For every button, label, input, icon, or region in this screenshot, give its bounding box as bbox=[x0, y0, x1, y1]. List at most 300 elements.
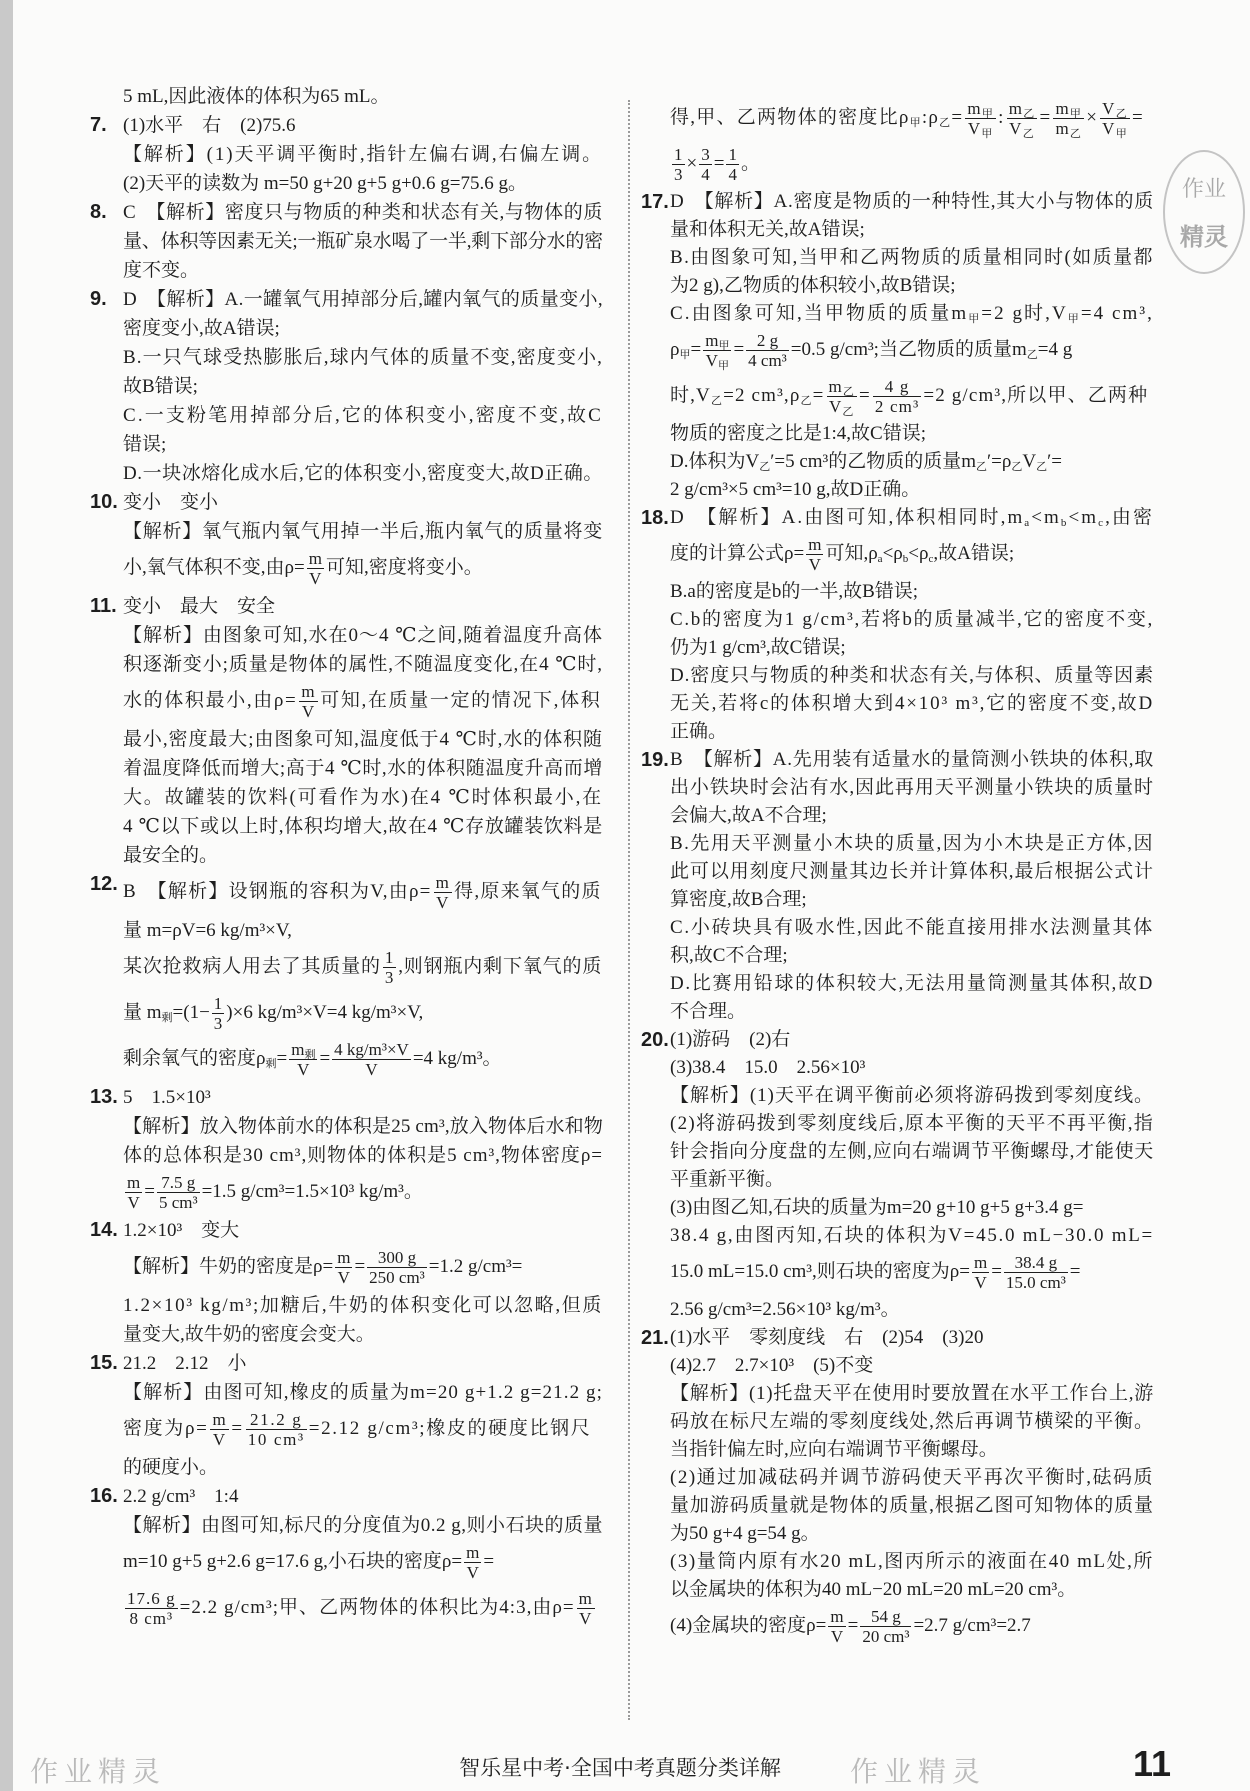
fraction bbox=[246, 1410, 307, 1450]
text-line bbox=[123, 430, 603, 459]
text-line bbox=[123, 679, 603, 725]
fraction bbox=[972, 1253, 989, 1293]
text-line bbox=[670, 1222, 1154, 1250]
fraction-numerator bbox=[299, 682, 318, 702]
fraction-numerator bbox=[672, 145, 685, 165]
text-run: 5 mL,因此液体的体积为65 mL。 bbox=[123, 86, 390, 107]
text-run: = bbox=[951, 107, 964, 129]
text-run: 变小 变小 bbox=[123, 492, 219, 513]
line-content bbox=[123, 920, 292, 941]
text-line bbox=[670, 942, 1154, 970]
fraction bbox=[806, 535, 823, 575]
text-line bbox=[670, 476, 1154, 504]
text-run: 量 m bbox=[123, 1002, 162, 1024]
fraction-denominator bbox=[210, 1430, 229, 1450]
text-run: 度不变。 bbox=[123, 260, 200, 281]
line-content bbox=[670, 1141, 1154, 1162]
text-line bbox=[123, 841, 603, 870]
fraction-denominator bbox=[1004, 1273, 1068, 1293]
text-line bbox=[123, 783, 603, 812]
text-run: 平重新平衡。 bbox=[670, 1169, 785, 1190]
text-line bbox=[123, 343, 603, 372]
text-run: 4 kg/m³×V bbox=[334, 1040, 409, 1059]
answer-item bbox=[90, 285, 603, 488]
answer-item bbox=[90, 592, 603, 870]
text-run: (3)量筒内原有水20 mL,图丙所示的液面在40 mL处,所 bbox=[670, 1551, 1154, 1572]
fraction-numerator bbox=[1100, 99, 1130, 119]
text-line bbox=[670, 1352, 1154, 1380]
text-run: 3 bbox=[384, 968, 395, 987]
fraction bbox=[1053, 99, 1084, 139]
text-line bbox=[670, 1194, 1154, 1222]
line-content bbox=[670, 609, 1154, 630]
line-content bbox=[123, 845, 218, 866]
text-run: V bbox=[127, 1193, 140, 1212]
answer-item bbox=[670, 96, 1154, 188]
stamp-text-bottom: 精灵 bbox=[1180, 223, 1228, 251]
answer-item bbox=[90, 198, 603, 285]
text-run: 出小铁块时会沾有水,因此再用天平测量小铁块的质量时 bbox=[670, 777, 1154, 798]
line-content bbox=[670, 507, 1154, 528]
text-line bbox=[670, 1296, 1154, 1324]
text-run: 38.4 g bbox=[1014, 1253, 1058, 1272]
text-run: V bbox=[466, 1563, 479, 1582]
text-line bbox=[123, 754, 603, 783]
subscript: 乙 bbox=[842, 386, 856, 398]
text-run: 【解析】(1)天平调平衡时,指针左偏右调,右偏左调。 bbox=[123, 144, 603, 165]
line-content bbox=[123, 1220, 239, 1241]
fraction-numerator bbox=[806, 535, 823, 555]
text-run: 着温度降低而增大;高于4 ℃时,水的体积随温度升高而增 bbox=[123, 758, 603, 779]
fraction bbox=[383, 948, 396, 988]
text-line bbox=[670, 1436, 1154, 1464]
text-run: V bbox=[1102, 99, 1116, 118]
text-run: =2.7 g/cm³=2.7 bbox=[913, 1615, 1031, 1637]
fraction-numerator bbox=[332, 1040, 411, 1060]
fraction-denominator bbox=[726, 165, 739, 185]
text-run: m bbox=[337, 1248, 351, 1267]
text-line bbox=[123, 82, 603, 111]
text-line bbox=[123, 401, 603, 430]
line-content bbox=[123, 596, 275, 617]
text-run: 最小,密度最大;由图象可知,温度低于4 ℃时,水的体积随 bbox=[123, 729, 603, 750]
text-run: 错误; bbox=[123, 434, 167, 455]
text-run: 【解析】放入物体前水的体积是25 cm³,放入物体后水和物 bbox=[123, 1116, 603, 1137]
text-run: 可知,ρ bbox=[825, 543, 878, 565]
line-content bbox=[123, 86, 390, 107]
text-line bbox=[123, 1245, 603, 1291]
line-content bbox=[123, 1116, 603, 1137]
line-content bbox=[123, 173, 527, 194]
line-content bbox=[123, 1145, 603, 1166]
fraction bbox=[873, 377, 921, 417]
text-line bbox=[123, 1141, 603, 1170]
text-run: : bbox=[998, 107, 1005, 129]
text-run: V bbox=[967, 119, 982, 138]
page-edge-shadow bbox=[0, 0, 13, 1791]
text-run: 大。故罐装的饮料(可看作为水)在4 ℃时体积最小,在 bbox=[123, 787, 603, 808]
text-line bbox=[670, 1408, 1154, 1436]
text-run: = bbox=[847, 1615, 859, 1637]
watermark-stamp bbox=[1163, 150, 1245, 274]
text-run: B.先用天平测量小木块的质量,因为小木块是正方体,因 bbox=[670, 833, 1154, 854]
subscript: 乙 bbox=[1069, 128, 1083, 140]
line-content bbox=[123, 1087, 211, 1108]
text-run: 【解析】(1)托盘天平在使用时要放置在水平工作台上,游 bbox=[670, 1383, 1154, 1404]
subscript: a bbox=[1024, 517, 1032, 529]
text-run: 【解析】由图可知,橡皮的质量为m=20 g+1.2 g=21.2 g; bbox=[123, 1382, 603, 1403]
subscript: 甲 bbox=[1115, 128, 1128, 140]
fraction-numerator bbox=[703, 331, 731, 351]
line-content bbox=[123, 1515, 603, 1536]
fraction-numerator bbox=[827, 377, 858, 397]
answer-item bbox=[641, 188, 1155, 504]
question-number: 20. bbox=[641, 1029, 669, 1051]
fraction-numerator bbox=[367, 1248, 427, 1268]
text-line bbox=[123, 198, 603, 227]
text-line bbox=[670, 1492, 1154, 1520]
line-content bbox=[123, 1353, 247, 1374]
question-number: 8. bbox=[90, 201, 107, 223]
text-run: m bbox=[808, 535, 822, 554]
text-line bbox=[123, 372, 603, 401]
line-content bbox=[670, 1495, 1154, 1516]
text-run: m bbox=[828, 377, 843, 396]
right-column bbox=[641, 96, 1155, 1650]
line-content bbox=[123, 1173, 423, 1212]
line-content bbox=[670, 423, 926, 444]
fraction-denominator bbox=[1007, 119, 1038, 139]
text-run: (1)水平 零刻度线 右 (2)54 (3)20 bbox=[670, 1327, 984, 1348]
fraction-numerator bbox=[210, 1410, 229, 1430]
line-content bbox=[670, 145, 760, 184]
subscript: b bbox=[1060, 517, 1069, 529]
text-line bbox=[123, 725, 603, 754]
line-content bbox=[123, 1295, 603, 1316]
text-line bbox=[670, 718, 1154, 746]
fraction-numerator bbox=[125, 1173, 142, 1193]
text-run: <ρ bbox=[882, 543, 903, 565]
book-title: 智乐星中考·全国中考真题分类详解 bbox=[459, 1756, 781, 1780]
text-run: × bbox=[686, 153, 698, 175]
line-content bbox=[670, 665, 1154, 686]
text-line bbox=[123, 488, 603, 517]
text-run: 2.2 g/cm³ 1:4 bbox=[123, 1486, 239, 1507]
fraction-denominator bbox=[746, 351, 789, 371]
question-number: 18. bbox=[641, 507, 669, 529]
text-run: V bbox=[337, 1268, 350, 1287]
text-run: 量加游码质量就是物体的质量,根据乙图可知物体的质量 bbox=[670, 1495, 1154, 1516]
text-run: 5 1.5×10³ bbox=[123, 1087, 211, 1108]
line-content bbox=[123, 1040, 502, 1079]
page-number: 11 bbox=[1133, 1743, 1172, 1784]
text-line bbox=[670, 606, 1154, 634]
fraction-numerator bbox=[699, 145, 712, 165]
text-run: 水的体积最小,由ρ= bbox=[123, 690, 298, 712]
text-line bbox=[670, 1026, 1154, 1054]
line-content bbox=[670, 247, 1154, 268]
text-run: = bbox=[1069, 1261, 1081, 1283]
text-run: = bbox=[859, 385, 871, 407]
text-run: =2.2 g/cm³;甲、乙两物体的体积比为4:3,由ρ= bbox=[179, 1597, 575, 1619]
fraction bbox=[367, 1248, 427, 1288]
text-run: V bbox=[830, 1627, 844, 1646]
left-column bbox=[90, 82, 603, 1632]
fraction bbox=[434, 873, 452, 913]
text-line bbox=[670, 272, 1154, 300]
fraction-denominator bbox=[873, 397, 921, 417]
text-line bbox=[123, 546, 603, 592]
text-run: = bbox=[144, 1181, 155, 1203]
fraction-numerator bbox=[577, 1589, 595, 1609]
subscript: c bbox=[1098, 517, 1106, 529]
text-run: C 【解析】密度只与物质的种类和状态有关,与物体的质 bbox=[123, 202, 603, 223]
text-run: 不合理。 bbox=[670, 1001, 747, 1022]
text-line bbox=[123, 1482, 603, 1511]
text-run: V bbox=[705, 351, 718, 370]
text-run: 针会指向分度盘的左侧,应向右端调节平衡螺母,才能使天 bbox=[670, 1141, 1154, 1162]
text-line bbox=[670, 998, 1154, 1026]
text-run: V bbox=[828, 397, 843, 416]
text-run: 2.56 g/cm³=2.56×10³ kg/m³。 bbox=[670, 1299, 900, 1320]
text-run: ′=ρ bbox=[987, 451, 1012, 472]
question-number: 15. bbox=[90, 1352, 118, 1374]
line-content bbox=[123, 376, 198, 397]
text-run: V bbox=[808, 555, 821, 574]
text-line bbox=[670, 300, 1154, 328]
text-run: 1 bbox=[213, 994, 223, 1013]
text-line bbox=[670, 858, 1154, 886]
fraction bbox=[212, 994, 225, 1034]
fraction-denominator bbox=[299, 702, 318, 722]
text-run: 可知,密度将变小。 bbox=[325, 557, 483, 579]
text-run: 得,原来氧气的质 bbox=[454, 881, 602, 903]
text-run: m bbox=[705, 331, 719, 350]
fraction bbox=[289, 1040, 317, 1080]
subscript: 乙 bbox=[939, 117, 952, 130]
text-run: V bbox=[1102, 119, 1116, 138]
text-run: = bbox=[1131, 107, 1144, 129]
fraction-numerator bbox=[246, 1410, 307, 1430]
line-content bbox=[670, 1551, 1154, 1572]
fraction-numerator bbox=[726, 145, 739, 165]
text-run: 某次抢救病人用去了其质量的 bbox=[123, 956, 381, 978]
line-content bbox=[670, 889, 807, 910]
question-number: 17. bbox=[641, 191, 669, 213]
line-content bbox=[670, 861, 1154, 882]
fraction-numerator bbox=[1007, 99, 1038, 119]
subscript: 乙 bbox=[1011, 461, 1023, 473]
fraction-denominator bbox=[828, 1627, 845, 1647]
text-run: <ρ bbox=[908, 543, 929, 565]
text-line bbox=[670, 1576, 1154, 1604]
text-line bbox=[123, 1037, 603, 1083]
text-run: 1.2×10³ kg/m³;加糖后,牛奶的体积变化可以忽略,但质 bbox=[123, 1295, 603, 1316]
line-content bbox=[670, 1299, 900, 1320]
text-run: B.一只气球受热膨胀后,球内气体的质量不变,密度变小, bbox=[123, 347, 603, 368]
text-run: V bbox=[212, 1430, 227, 1449]
line-content bbox=[670, 331, 1073, 372]
fraction-denominator bbox=[125, 1193, 142, 1213]
line-content bbox=[670, 1029, 790, 1050]
text-run: = bbox=[713, 153, 725, 175]
text-run: (2)将游码拨到零刻度线后,原本平衡的天平不再平衡,指 bbox=[670, 1113, 1154, 1134]
text-run: 1 bbox=[674, 145, 683, 164]
fraction bbox=[672, 145, 685, 185]
text-run: D.体积为V bbox=[670, 451, 760, 472]
line-content bbox=[670, 451, 1062, 472]
text-run: 得,甲、乙两物体的密度比ρ bbox=[670, 107, 910, 129]
line-content bbox=[670, 973, 1154, 994]
fraction bbox=[1004, 1253, 1068, 1293]
text-run: × bbox=[1086, 107, 1099, 129]
line-content bbox=[123, 1248, 523, 1287]
line-content bbox=[123, 1589, 597, 1628]
fraction-denominator bbox=[806, 555, 823, 575]
text-line bbox=[670, 328, 1154, 374]
text-run: = bbox=[483, 1551, 495, 1573]
question-number: 10. bbox=[90, 491, 118, 513]
text-run: m bbox=[212, 1410, 228, 1429]
line-content bbox=[670, 1001, 746, 1022]
line-content bbox=[670, 805, 827, 826]
text-run: 可知,在质量一定的情况下,体积 bbox=[320, 690, 602, 712]
text-run: = bbox=[812, 385, 825, 407]
fraction-numerator bbox=[828, 1607, 845, 1627]
question-number: 19. bbox=[641, 749, 669, 771]
line-content bbox=[123, 463, 603, 484]
text-line bbox=[670, 1054, 1154, 1082]
text-line bbox=[123, 1349, 603, 1378]
text-line bbox=[123, 1083, 603, 1112]
text-line bbox=[670, 1166, 1154, 1194]
fraction-denominator bbox=[699, 165, 712, 185]
text-run: 为2 g),乙物质的体积较小,故B错误; bbox=[670, 275, 956, 296]
text-run: m bbox=[308, 549, 322, 568]
fraction-numerator bbox=[434, 873, 452, 893]
text-line bbox=[123, 1291, 603, 1320]
text-line bbox=[670, 578, 1154, 606]
text-run: B.a的密度是b的一半,故B错误; bbox=[670, 581, 919, 602]
text-line bbox=[123, 812, 603, 841]
fraction-numerator bbox=[383, 948, 396, 968]
text-run: ,故A错误; bbox=[933, 543, 1015, 565]
subscript: 甲 bbox=[968, 313, 982, 325]
text-run: m bbox=[291, 1040, 305, 1059]
text-run: 积逐渐变小;质量是物体的属性,不随温度变化,在4 ℃时, bbox=[123, 654, 603, 675]
text-run: D 【解析】A.密度是物质的一种特性,其大小与物体的质 bbox=[670, 191, 1154, 212]
text-line bbox=[123, 285, 603, 314]
text-line bbox=[670, 746, 1154, 774]
text-run: V bbox=[301, 702, 316, 721]
fraction-denominator bbox=[1053, 119, 1084, 139]
text-run: 量变大,故牛奶的密度会变大。 bbox=[123, 1324, 375, 1345]
text-run: 小,氧气体积不变,由ρ= bbox=[123, 557, 305, 579]
text-run: )×6 kg/m³×V=4 kg/m³×V, bbox=[226, 1002, 424, 1024]
text-run: 【解析】(1)天平在调平衡前必须将游码拨到零刻度线。 bbox=[670, 1085, 1154, 1106]
text-line bbox=[670, 216, 1154, 244]
answer-item bbox=[90, 1482, 603, 1632]
text-run: D.比赛用铅球的体积较大,无法用量筒测量其体积,故D bbox=[670, 973, 1154, 994]
text-run: m bbox=[967, 99, 982, 118]
text-line bbox=[123, 256, 603, 285]
line-content bbox=[123, 202, 603, 223]
text-run: = bbox=[733, 339, 745, 361]
footer bbox=[0, 1752, 1250, 1782]
text-run: (3)由图乙知,石块的质量为m=20 g+10 g+5 g+3.4 g= bbox=[670, 1197, 1084, 1218]
line-content bbox=[670, 303, 1154, 324]
line-content bbox=[670, 479, 920, 500]
line-content bbox=[123, 1410, 592, 1449]
text-run: =1.2 g/cm³= bbox=[428, 1256, 523, 1278]
fraction-denominator bbox=[1100, 119, 1130, 139]
line-content bbox=[670, 1253, 1081, 1292]
subscript: 乙 bbox=[710, 395, 724, 408]
answer-item bbox=[641, 504, 1155, 746]
text-run: m bbox=[1055, 99, 1070, 118]
text-run: = bbox=[319, 1048, 331, 1070]
text-run: 无关,若将c的体积增大到4×10³ m³,它的密度不变,故D bbox=[670, 693, 1154, 714]
subscript: 乙 bbox=[1022, 128, 1035, 140]
text-run: <m bbox=[1031, 507, 1061, 528]
answer-item bbox=[90, 488, 603, 592]
text-line bbox=[123, 459, 603, 488]
text-line bbox=[670, 634, 1154, 662]
text-run: (2)天平的读数为 m=50 g+20 g+5 g+0.6 g=75.6 g。 bbox=[123, 173, 528, 194]
subscript: 乙 bbox=[759, 461, 771, 473]
text-run: 正确。 bbox=[670, 721, 728, 742]
line-content bbox=[123, 492, 218, 513]
subscript: 甲 bbox=[718, 340, 730, 352]
fraction-denominator bbox=[332, 1060, 411, 1080]
line-content bbox=[123, 231, 603, 252]
text-run: 积,故C不合理; bbox=[670, 945, 788, 966]
answer-item bbox=[90, 1349, 603, 1482]
text-line bbox=[123, 1511, 603, 1540]
text-line bbox=[670, 504, 1154, 532]
text-run: m bbox=[301, 682, 317, 701]
text-run: 10 cm³ bbox=[247, 1430, 305, 1449]
text-line bbox=[670, 774, 1154, 802]
line-content bbox=[123, 549, 483, 588]
text-run: 会偏大,故A不合理; bbox=[670, 805, 827, 826]
line-content bbox=[670, 1411, 1154, 1432]
text-run: B 【解析】设钢瓶的容积为V,由ρ= bbox=[123, 881, 432, 903]
fraction bbox=[125, 1589, 178, 1629]
line-content bbox=[670, 1579, 1076, 1600]
text-line bbox=[123, 517, 603, 546]
line-content bbox=[123, 405, 603, 426]
text-line bbox=[670, 142, 1154, 188]
text-run: 4 bbox=[728, 165, 737, 184]
text-line bbox=[123, 1216, 603, 1245]
line-content bbox=[670, 1169, 784, 1190]
line-content bbox=[123, 144, 603, 165]
text-run: 1 bbox=[728, 145, 737, 164]
line-content bbox=[123, 729, 603, 750]
text-line bbox=[123, 1378, 603, 1407]
line-content bbox=[670, 721, 727, 742]
fraction-denominator bbox=[703, 351, 731, 371]
fraction-numerator bbox=[125, 1589, 178, 1609]
fraction bbox=[699, 145, 712, 185]
text-run: 250 cm³ bbox=[369, 1268, 425, 1287]
fraction bbox=[125, 1173, 142, 1213]
line-content bbox=[670, 1439, 998, 1460]
text-run: V bbox=[436, 893, 450, 912]
subscript: 甲 bbox=[981, 128, 994, 140]
question-number: 11. bbox=[90, 595, 117, 617]
